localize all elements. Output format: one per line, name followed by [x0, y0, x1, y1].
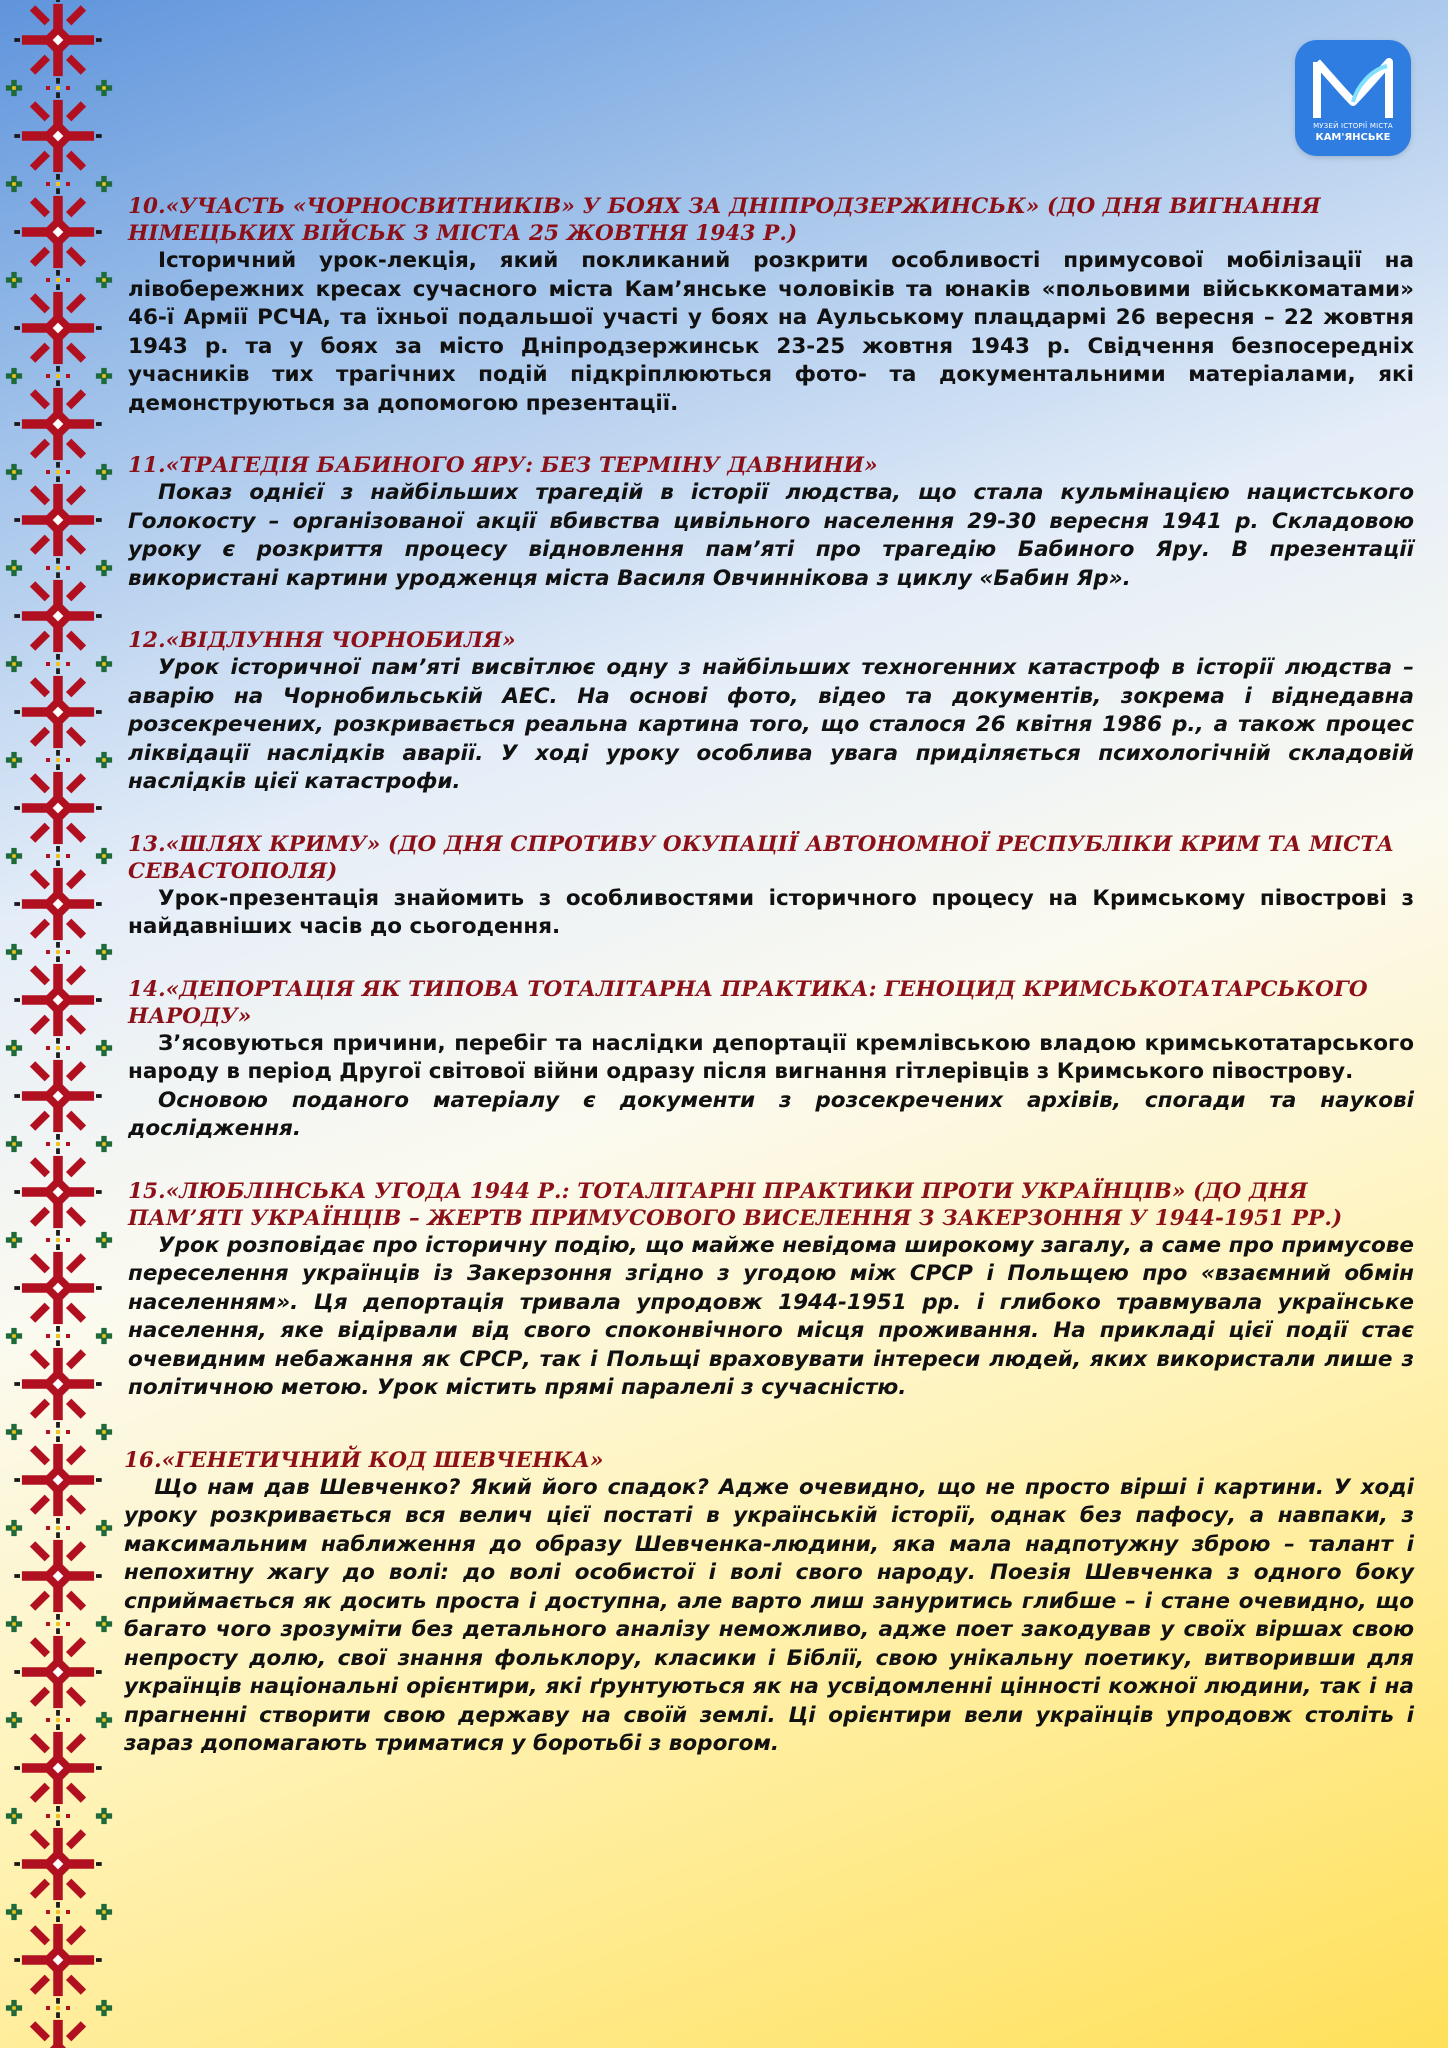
- embroidery-cross-icon: [6, 1616, 22, 1632]
- embroidery-cross-icon: [6, 1904, 22, 1920]
- embroidery-cross-icon: [96, 1328, 112, 1344]
- logo-subtitle: МУЗЕЙ ІСТОРІЇ МІСТА: [1313, 122, 1393, 130]
- embroidery-star-icon: [14, 668, 101, 755]
- embroidery-cross-icon: [6, 560, 22, 576]
- embroidery-star-icon: [14, 1436, 101, 1523]
- embroidery-cross-icon: [96, 464, 112, 480]
- lesson-title: 16.«ГЕНЕТИЧНИЙ КОД ШЕВЧЕНКА»: [124, 1447, 604, 1473]
- embroidery-star-icon: [14, 764, 101, 851]
- lesson-title: 12.«ВІДЛУННЯ ЧОРНОБИЛЯ»: [128, 628, 516, 653]
- embroidery-star-icon: [14, 1916, 101, 2003]
- embroidery-cross-icon: [96, 1808, 112, 1824]
- embroidery-dots-icon: [46, 2006, 70, 2010]
- lesson-title: 14.«ДЕПОРТАЦІЯ ЯК ТИПОВА ТОТАЛІТАРНА ПРАКТИКА: ГЕНОЦИД КРИМСЬКОТАТАРСЬКОГО НАРОДУ»: [128, 976, 1368, 1029]
- lesson-description: Урок розповідає про історичну подію, що майже невідома широкому загалу, а саме про примусове переселення українців із Закерзоння згідно з угодою між СРСР і Польщею про «взаємний обмін населенням». Ця депортація тривала упродовж 1944-1951 рр. і глибоко травмувала українське населення, яке відірвали від свого споконвічного місця проживання. На прикладі цієї події стає очевидним небажання як СРСР, так і Польщі враховувати інтереси людей, яких використали лише з політичною метою. Урок містить прямі паралелі з сучасністю.: [128, 1232, 1414, 1400]
- embroidery-star-icon: [14, 380, 101, 467]
- embroidery-star-icon: [14, 1532, 101, 1619]
- lesson-description: Основою поданого матеріалу є документи з розсекречених архівів, спогади та наукові дослідження.: [128, 1087, 1414, 1141]
- embroidery-dots-icon: [46, 374, 70, 378]
- embroidery-cross-icon: [96, 944, 112, 960]
- lesson-title: 11.«ТРАГЕДІЯ БАБИНОГО ЯРУ: БЕЗ ТЕРМІНУ ДАВНИНИ»: [128, 453, 878, 478]
- embroidery-cross-icon: [6, 656, 22, 672]
- embroidery-star-icon: [14, 572, 101, 659]
- embroidery-cross-icon: [96, 1520, 112, 1536]
- embroidery-cross-icon: [6, 1136, 22, 1152]
- embroidery-cross-icon: [96, 1232, 112, 1248]
- embroidery-cross-icon: [6, 272, 22, 288]
- embroidery-star-icon: [14, 860, 101, 947]
- embroidery-cross-icon: [96, 176, 112, 192]
- embroidery-cross-icon: [6, 944, 22, 960]
- lesson-16: [124, 1447, 1414, 1759]
- lesson-description: Показ однієї з найбільших трагедій в історії людства, що стала кульмінацією нацистського Голокосту – організованої акції вбивства цивільного населення 29-30 вересня 1941 р. Складовою уроку є розкриття процесу відновлення пам’яті про трагедію Бабиного Яру. В презентації використані картини уродженця міста Василя Овчиннікова з циклу «Бабин Яр».: [128, 480, 1414, 591]
- embroidery-dots-icon: [46, 470, 70, 474]
- embroidery-dots-icon: [46, 854, 70, 858]
- embroidery-dots-icon: [46, 1334, 70, 1338]
- lesson-list: [124, 193, 1414, 1793]
- embroidery-cross-icon: [6, 1232, 22, 1248]
- embroidery-cross-icon: [6, 368, 22, 384]
- embroidery-cross-icon: [96, 1904, 112, 1920]
- embroidery-cross-icon: [96, 80, 112, 96]
- embroidery-dots-icon: [46, 278, 70, 282]
- embroidery-dots-icon: [46, 566, 70, 570]
- embroidery-dots-icon: [46, 950, 70, 954]
- embroidery-cross-icon: [6, 1808, 22, 1824]
- lesson-14: [128, 976, 1414, 1144]
- embroidery-star-icon: [14, 284, 101, 371]
- embroidery-cross-icon: [96, 1136, 112, 1152]
- embroidery-dots-icon: [46, 1430, 70, 1434]
- embroidery-star-icon: [14, 1820, 101, 1907]
- museum-logo: [1295, 40, 1411, 156]
- lesson-10: [128, 193, 1414, 418]
- embroidery-cross-icon: [6, 1328, 22, 1344]
- embroidery-cross-icon: [96, 272, 112, 288]
- embroidery-dots-icon: [46, 758, 70, 762]
- embroidery-cross-icon: [96, 1040, 112, 1056]
- embroidery-cross-icon: [6, 176, 22, 192]
- embroidery-cross-icon: [6, 1520, 22, 1536]
- logo-name: КАМ'ЯНСЬКЕ: [1315, 132, 1391, 143]
- embroidery-cross-icon: [6, 80, 22, 96]
- lesson-description: З’ясовуються причини, перебіг та наслідки депортації кремлівською владою кримськотатарського народу в період Другої світової війни одразу після вигнання гітлерівців з Кримського півострову.: [128, 1030, 1414, 1084]
- embroidery-star-icon: [14, 1628, 101, 1715]
- lesson-description: Урок історичної пам’яті висвітлює одну з найбільших техногенних катастроф в історії людства – аварію на Чорнобильській АЕС. На основі фото, відео та документів, зокрема і віднедавна розсекречених, розкривається реальна картина того, що сталося 26 квітня 1986 р., а також процес ліквідації наслідків аварії. У ході уроку особлива увага приділяється психологічній складовій наслідків цієї катастрофи.: [128, 655, 1414, 794]
- lesson-12: [128, 627, 1414, 797]
- embroidery-cross-icon: [96, 2000, 112, 2016]
- embroidery-star-icon: [14, 0, 101, 84]
- embroidery-star-icon: [14, 1148, 101, 1235]
- embroidery-star-icon: [14, 956, 101, 1043]
- embroidery-star-icon: [14, 1340, 101, 1427]
- embroidery-cross-icon: [6, 464, 22, 480]
- lesson-description: Історичний урок-лекція, який покликаний розкрити особливості примусової мобілізації на лівобережних кресах сучасного міста Кам’янське чоловіків та юнаків «польовими військкоматами» 46-ї Армії РСЧА, та їхньої подальшої участі у боях на Аульському плацдармі 26 вересня – 22 жовтня 1943 р. та у боях за місто Дніпродзержинськ 23-25 жовтня 1943 р. Свідчення безпосередніх учасників тих трагічних подій підкріплюються фото- та документальними матеріалами, які демонструються за допомогою презентації.: [128, 248, 1414, 416]
- embroidery-dots-icon: [46, 1046, 70, 1050]
- embroidery-dots-icon: [46, 1910, 70, 1914]
- embroidery-cross-icon: [6, 1040, 22, 1056]
- lesson-title: 13.«ШЛЯХ КРИМУ» (ДО ДНЯ СПРОТИВУ ОКУПАЦІЇ АВТОНОМНОЇ РЕСПУБЛІКИ КРИМ ТА МІСТА СЕВАСТОПОЛЯ): [128, 831, 1395, 884]
- lesson-description: Що нам дав Шевченко? Який його спадок? Адже очевидно, що не просто вірші і картини. У ході уроку розкривається вся велич цієї постаті в українській історії, однак без пафосу, а навпаки, з максимальним наближення до образу Шевченка-людини, яка мала надпотужну зброю – талант і непохитну жагу до волі: до волі особистої і волі свого народу. Поезія Шевченка з одного боку сприймається як досить проста і доступна, але варто лиш зануритись глибше – і стане очевидно, що багато чого зрозуміти без детального аналізу неможливо, адже поет закодував у своїх віршах свою непросту долю, свої знання фольклору, класики і Біблії, свою унікальну поетику, витворивши для українців національні орієнтири, які ґрунтуються як на усвідомленні цінності кожної людини, так і на прагненні створити свою державу на своїй землі. Ці орієнтири вели українців упродовж століть і зараз допомагають триматися у боротьбі з ворогом.: [124, 1474, 1414, 1756]
- embroidery-dots-icon: [46, 1718, 70, 1722]
- embroidery-dots-icon: [46, 662, 70, 666]
- embroidery-cross-icon: [96, 1712, 112, 1728]
- embroidery-dots-icon: [46, 86, 70, 90]
- embroidery-star-icon: [14, 1052, 101, 1139]
- lesson-11: [128, 452, 1414, 593]
- embroidery-dots-icon: [46, 1142, 70, 1146]
- embroidery-star-icon: [14, 1244, 101, 1331]
- embroidery-dots-icon: [46, 1622, 70, 1626]
- lesson-title: 15.«ЛЮБЛІНСЬКА УГОДА 1944 Р.: ТОТАЛІТАРНІ ПРАКТИКИ ПРОТИ УКРАЇНЦІВ» (ДО ДНЯ ПАМ’ЯТІ УКРАЇНЦІВ – ЖЕРТВ ПРИМУСОВОГО ВИСЕЛЕННЯ З ЗАКЕРЗОННЯ У 1944-1951 РР.): [128, 1178, 1343, 1231]
- embroidery-dots-icon: [46, 182, 70, 186]
- embroidery-cross-icon: [96, 848, 112, 864]
- embroidery-star-icon: [14, 188, 101, 275]
- embroidery-cross-icon: [96, 656, 112, 672]
- embroidery-cross-icon: [96, 1616, 112, 1632]
- embroidery-star-icon: [14, 476, 101, 563]
- embroidery-cross-icon: [6, 2000, 22, 2016]
- lesson-15: [128, 1178, 1414, 1403]
- embroidery-dots-icon: [46, 1238, 70, 1242]
- lesson-description: Урок-презентація знайомить з особливостями історичного процесу на Кримському півострові з найдавніших часів до сьогодення.: [128, 885, 1414, 939]
- lesson-13: [128, 831, 1414, 942]
- embroidery-dots-icon: [46, 1526, 70, 1530]
- embroidery-cross-icon: [96, 1424, 112, 1440]
- embroidery-cross-icon: [96, 368, 112, 384]
- embroidery-star-icon: [14, 2012, 101, 2048]
- embroidery-ornament-border: [0, 0, 120, 2048]
- embroidery-star-icon: [14, 92, 101, 179]
- embroidery-cross-icon: [6, 1424, 22, 1440]
- embroidery-cross-icon: [96, 752, 112, 768]
- embroidery-star-icon: [14, 1724, 101, 1811]
- embroidery-cross-icon: [6, 1712, 22, 1728]
- embroidery-cross-icon: [6, 752, 22, 768]
- embroidery-dots-icon: [46, 1814, 70, 1818]
- lesson-title: 10.«УЧАСТЬ «ЧОРНОСВИТНИКІВ» У БОЯХ ЗА ДНІПРОДЗЕРЖИНСЬК» (ДО ДНЯ ВИГНАННЯ НІМЕЦЬКИХ ВІЙСЬК З МІСТА 25 ЖОВТНЯ 1943 Р.): [128, 194, 1321, 246]
- embroidery-cross-icon: [96, 560, 112, 576]
- embroidery-cross-icon: [6, 848, 22, 864]
